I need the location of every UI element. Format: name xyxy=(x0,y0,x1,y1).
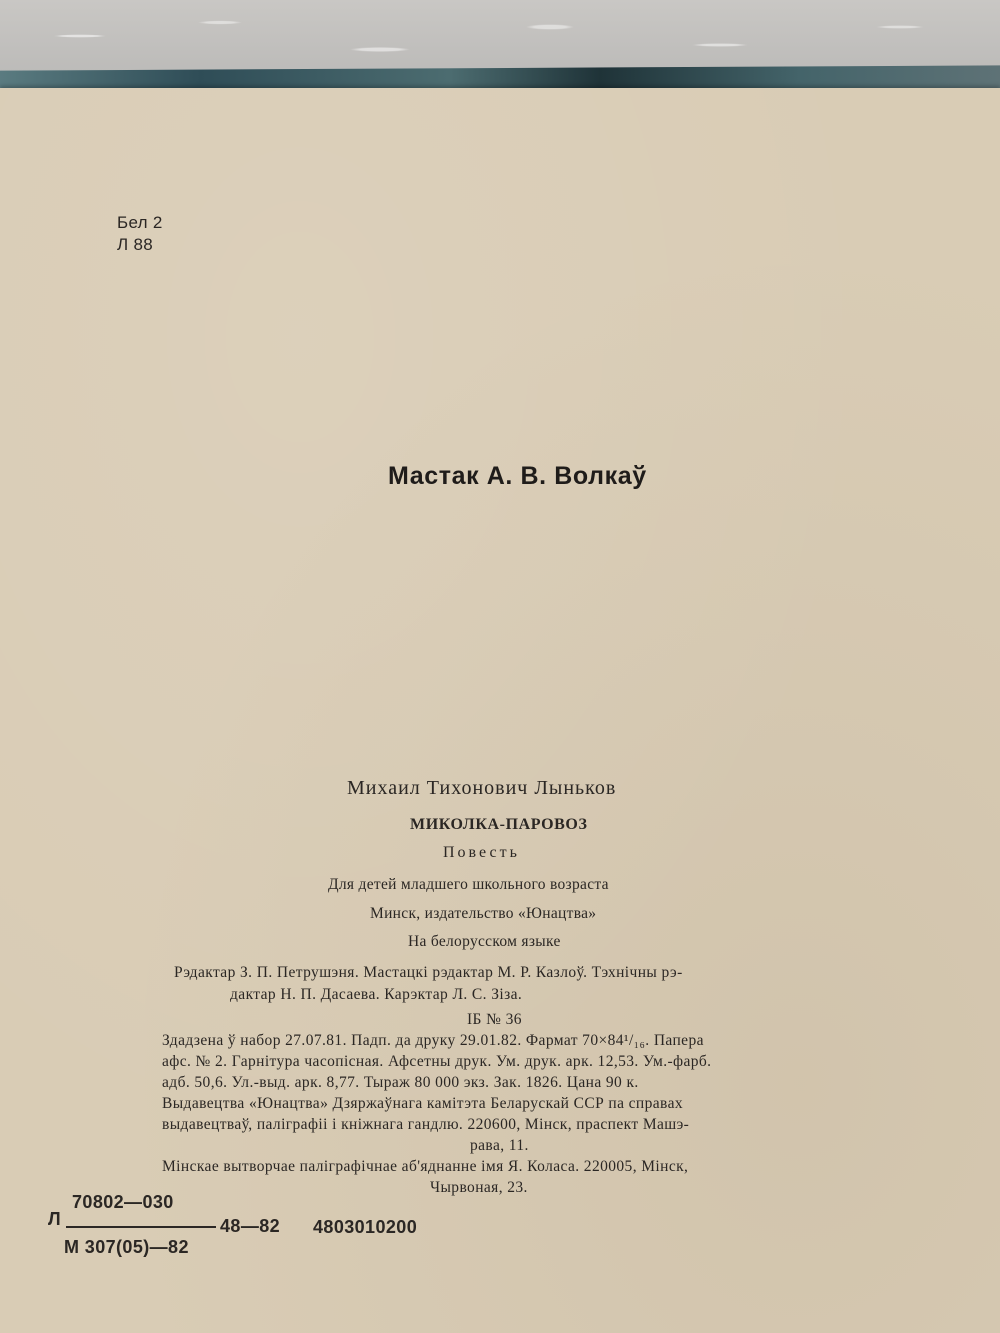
editors-line-2: дактар Н. П. Дасаева. Карэктар Л. С. Зіза. xyxy=(230,986,523,1003)
language-note: На белорусском языке xyxy=(408,933,561,950)
imprint-line-6: рава, 11. xyxy=(470,1137,529,1154)
book-page xyxy=(0,88,1000,1333)
catalog-code-numerator: 70802—030 xyxy=(72,1192,174,1212)
classification-line-1: Бел 2 xyxy=(117,213,163,232)
catalog-code-denominator: М 307(05)—82 xyxy=(64,1237,189,1257)
imprint-line-5: выдавецтваў, паліграфіі і кніжнага гандлю. 220600, Мінск, праспект Машэ- xyxy=(162,1116,690,1133)
imprint-line-3: адб. 50,6. Ул.-выд. арк. 8,77. Тыраж 80 000 экз. Зак. 1826. Цана 90 к. xyxy=(162,1074,639,1091)
catalog-code-number: 4803010200 xyxy=(313,1217,418,1237)
classification-line-2: Л 88 xyxy=(117,235,153,254)
imprint-line-4: Выдавецтва «Юнацтва» Дзяржаўнага камітэта Беларускай ССР па справах xyxy=(162,1095,683,1112)
editors-line-1: Рэдактар З. П. Петрушэня. Мастацкі рэдактар М. Р. Казлоў. Тэхнічны рэ- xyxy=(174,964,683,981)
catalog-code-middle: 48—82 xyxy=(220,1216,281,1236)
imprint-line-1: Здадзена ў набор 27.07.81. Падп. да друку 29.01.82. Фармат 70×84¹/₁₆. Папера xyxy=(162,1032,704,1049)
catalog-code-fraction-line xyxy=(66,1226,216,1228)
artist-credit: Мастак А. В. Волкаў xyxy=(388,462,647,490)
imprint-line-7: Мінскае вытворчае паліграфічнае аб'яднанне імя Я. Коласа. 220005, Мінск, xyxy=(162,1158,689,1175)
audience: Для детей младшего школьного возраста xyxy=(328,876,609,893)
catalog-code-letter: Л xyxy=(48,1209,62,1229)
genre: Повесть xyxy=(443,844,520,861)
imprint-line-8: Чырвоная, 23. xyxy=(430,1179,528,1196)
ib-number: ІБ № 36 xyxy=(467,1011,522,1028)
publisher-line: Минск, издательство «Юнацтва» xyxy=(370,905,597,922)
imprint-line-2: афс. № 2. Гарнітура часопісная. Афсетны друк. Ум. друк. арк. 12,53. Ум.-фарб. xyxy=(162,1053,712,1070)
author-name: Михаил Тихонович Лыньков xyxy=(347,777,617,799)
book-title: МИКОЛКА-ПАРОВОЗ xyxy=(410,816,588,833)
